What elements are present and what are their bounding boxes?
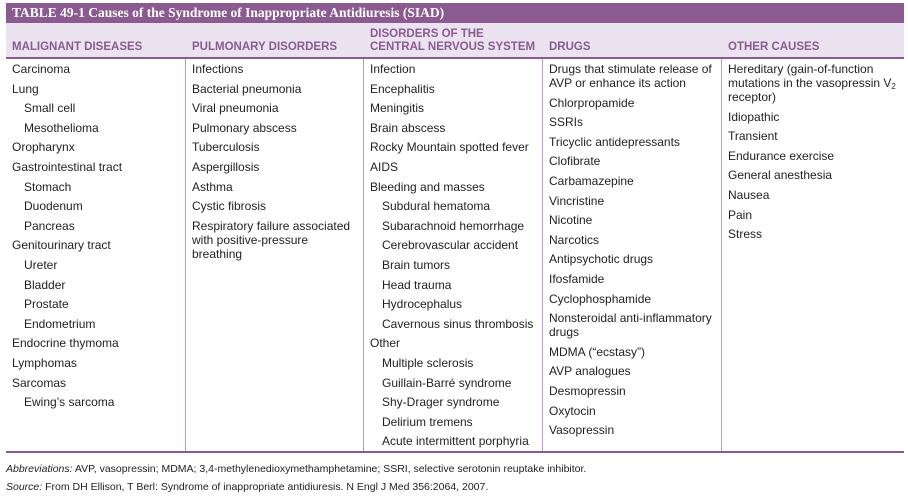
table-cell-item: Sarcomas	[12, 375, 67, 390]
table-cell-item: Narcotics	[549, 232, 600, 247]
table-cell-item: Genitourinary tract	[12, 238, 111, 253]
table-cell-item: Stomach	[24, 179, 72, 194]
footnote-abbreviations	[6, 463, 904, 475]
table-cell-item: Hereditary (gain-of-function mutations in the vasopressin $V_2$ receptor)	[728, 62, 896, 104]
table-cell-item: Ifosfamide	[549, 271, 605, 286]
table-cell-item: General anesthesia	[728, 168, 833, 183]
table-cell-item: Lung	[12, 81, 39, 96]
table-cell-item: Bladder	[24, 277, 66, 292]
table-cell-item: Hydrocephalus	[382, 297, 463, 312]
footnote-lead: Source:	[6, 481, 43, 493]
table-cell-item: Pulmonary abscess	[192, 120, 297, 135]
siad-table	[6, 3, 904, 453]
table-cell-item: Nonsteroidal anti-inflammatory drugs	[549, 311, 712, 340]
table-cell-item: Delirium tremens	[382, 414, 473, 429]
table-cell-item: Antipsychotic drugs	[549, 252, 654, 267]
table-cell-item: Cerebrovascular accident	[382, 238, 519, 253]
table-cell-item: Drugs that stimulate release of AVP or enhance its action	[549, 62, 712, 90]
table-cell-item: Nausea	[728, 187, 770, 202]
table-cell-item: Acute intermittent porphyria	[382, 434, 529, 449]
table-cell-item: Encephalitis	[370, 81, 435, 96]
column-pulmonary-disorders	[186, 59, 364, 451]
body-row	[6, 59, 904, 453]
table-cell-item: Desmopressin	[549, 383, 626, 398]
table-cell-item: Vincristine	[549, 193, 605, 208]
table-cell-item: Tricyclic antidepressants	[549, 134, 680, 149]
header-cns-disorders: DISORDERS OF THE CENTRAL NERVOUS SYSTEM	[370, 28, 536, 53]
table-cell-item: MDMA (“ecstasy”)	[549, 344, 645, 359]
table-cell-item: Idiopathic	[728, 109, 780, 124]
table-cell-item: Lymphomas	[12, 355, 77, 370]
footnote-text: AVP, vasopressin; MDMA; 3,4-methylenedioxymethamphetamine; SSRI, selective serotonin reuptake inhibitor.	[72, 463, 587, 475]
table-cell-item: Pancreas	[24, 218, 75, 233]
table-cell-item: Meningitis	[370, 101, 425, 116]
table-cell-item: Ewing’s sarcoma	[24, 395, 115, 410]
table-cell-item: Carcinoma	[12, 62, 71, 76]
table-cell-item: Brain tumors	[382, 257, 451, 272]
footnote-text: From DH Ellison, T Berl: Syndrome of inappropriate antidiuresis. N Engl J Med 356:2064, 2007.	[42, 481, 489, 493]
footnote-source	[6, 481, 904, 493]
table-cell-item: Endometrium	[24, 316, 96, 331]
table-cell-item: Pain	[728, 207, 753, 222]
header-pulmonary-disorders: PULMONARY DISORDERS	[192, 41, 338, 53]
table-cell-item: Infections	[192, 62, 244, 76]
table-cell-item: Aspergillosis	[192, 159, 260, 174]
table-cell-item: Vasopressin	[549, 423, 615, 438]
footnote-lead: Abbreviations:	[6, 463, 73, 475]
header-other-causes: OTHER CAUSES	[728, 41, 820, 53]
table-cell-item: Clofibrate	[549, 154, 601, 169]
table-cell-item: Bleeding and masses	[370, 179, 485, 194]
table-cell-item: SSRIs	[549, 115, 584, 130]
table-cell-item: Gastrointestinal tract	[12, 159, 123, 174]
column-other-causes	[722, 59, 904, 451]
table-cell-item: Bacterial pneumonia	[192, 81, 302, 96]
table-cell-item: Small cell	[24, 101, 76, 116]
table-cell-item: Brain abscess	[370, 120, 446, 135]
table-cell-item: Nicotine	[549, 213, 593, 228]
table-cell-item: Infection	[370, 62, 416, 76]
table-cell-item: Cystic fibrosis	[192, 199, 267, 214]
table-cell-item: Endocrine thymoma	[12, 336, 119, 351]
table-cell-item: AVP analogues	[549, 364, 631, 379]
table-cell-item: Prostate	[24, 297, 69, 312]
table-cell-item: Stress	[728, 227, 763, 242]
table-cell-item: Asthma	[192, 179, 233, 194]
table-cell-item: Mesothelioma	[24, 120, 99, 135]
table-title: TABLE 49-1 Causes of the Syndrome of Inappropriate Antidiuresis (SIAD)	[6, 3, 904, 23]
table-cell-item: Viral pneumonia	[192, 101, 279, 116]
header-malignant-diseases: MALIGNANT DISEASES	[12, 41, 143, 53]
table-cell-item: Ureter	[24, 257, 58, 272]
table-cell-item: Oxytocin	[549, 403, 596, 418]
table-cell-item: Tuberculosis	[192, 140, 260, 155]
table-cell-item: Rocky Mountain spotted fever	[370, 140, 529, 155]
table-cell-item: AIDS	[370, 159, 399, 174]
header-drugs: DRUGS	[549, 41, 591, 53]
table-cell-item: Multiple sclerosis	[382, 355, 474, 370]
table-cell-item: Duodenum	[24, 199, 83, 214]
table-cell-item: Carbamazepine	[549, 173, 634, 188]
table-cell-item: Other	[370, 336, 401, 351]
table-cell-item: Guillain-Barré syndrome	[382, 375, 512, 390]
table-cell-item: Transient	[728, 129, 778, 144]
table-cell-item: Head trauma	[382, 277, 452, 292]
column-cns-disorders	[364, 59, 543, 451]
table-cell-item: Chlorpropamide	[549, 95, 635, 110]
column-malignant-diseases	[6, 59, 186, 451]
table-cell-item: Endurance exercise	[728, 148, 835, 163]
table-cell-item: Subdural hematoma	[382, 199, 491, 214]
table-cell-item: Shy-Drager syndrome	[382, 395, 500, 410]
table-cell-item: Oropharynx	[12, 140, 75, 155]
column-drugs	[543, 59, 722, 451]
table-cell-item: Respiratory failure associated with positive-pressure breathing	[192, 218, 351, 261]
table-cell-item: Cavernous sinus thrombosis	[382, 316, 534, 331]
header-row	[6, 23, 904, 59]
table-cell-item: Subarachnoid hemorrhage	[382, 218, 525, 233]
table-cell-item: Cyclophosphamide	[549, 291, 652, 306]
